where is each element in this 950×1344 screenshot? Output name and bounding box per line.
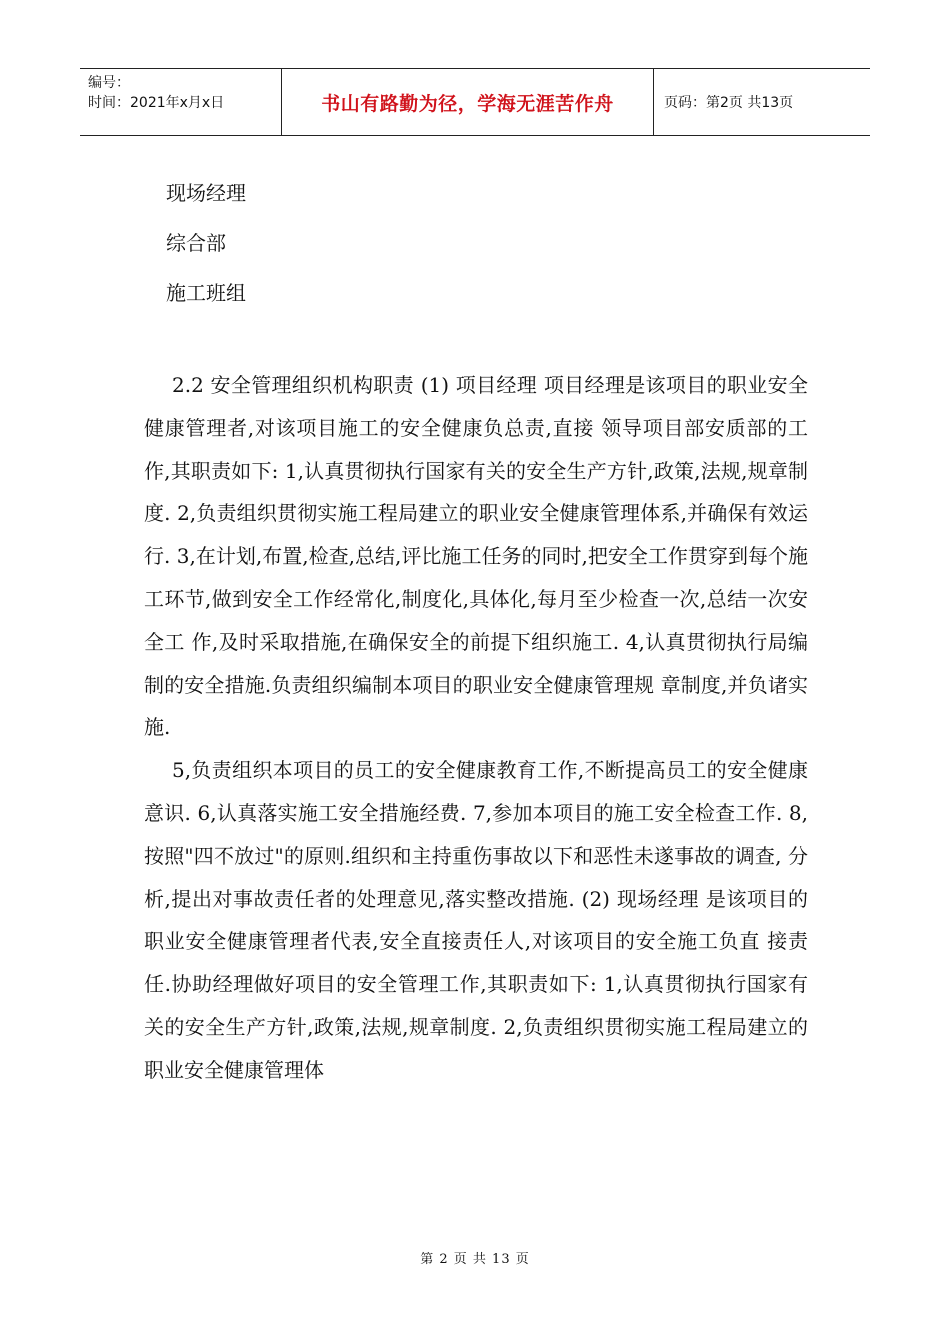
page-footer: 第 2 页 共 13 页: [420, 1252, 530, 1267]
org-unit-list: [166, 168, 246, 318]
document-number-label: 编号：: [88, 75, 130, 91]
header-motto: 书山有路勤为径，学海无涯苦作舟: [282, 69, 654, 135]
body-paragraph: 5,负责组织本项目的员工的安全健康教育工作,不断提高员工的安全健康意识. 6,认真落实施工安全措施经费. 7,参加本项目的施工安全检查工作. 8,按照"四不放过"的原则.组织和主持重伤事故以下和恶性未遂事故的调查, 分析,提出对事故责任者的处理意见,落实整改措施. (2) 现场经理 是该项目的职业安全健康管理者代表,安全直接责任人,对该项目的安全施工负直 接责任.协助经理做好项目的安全管理工作,其职责如下: 1,认真贯彻执行国家有关的安全生产方针,政策,法规,规章制度. 2,负责组织贯彻实施工程局建立的职业安全健康管理体: [144, 758, 808, 1082]
document-date: 时间：2021年x月x日: [88, 95, 225, 111]
org-unit-item: 综合部: [166, 231, 226, 255]
org-unit-item: 现场经理: [166, 181, 246, 205]
header-meta: [80, 69, 282, 135]
document-body: [144, 364, 808, 1092]
org-unit-item: 施工班组: [166, 281, 246, 305]
body-paragraph: 2.2 安全管理组织机构职责 (1) 项目经理 项目经理是该项目的职业安全健康管理者,对该项目施工的安全健康负总责,直接 领导项目部安质部的工作,其职责如下: 1,认真贯彻执行国家有关的安全生产方针,政策,法规,规章制度. 2,负责组织贯彻实施工程局建立的职业安全健康管理体系,并确保有效运行. 3,在计划,布置,检查,总结,评比施工任务的同时,把安全工作贯穿到每个施 工环节,做到安全工作经常化,制度化,具体化,每月至少检查一次,总结一次安全工 作,及时采取措施,在确保安全的前提下组织施工. 4,认真贯彻执行局编制的安全措施.负责组织编制本项目的职业安全健康管理规 章制度,并负诸实施.: [144, 373, 808, 740]
header-page-info: 页码：第2页 共13页: [664, 95, 794, 111]
page-header: [80, 68, 870, 136]
